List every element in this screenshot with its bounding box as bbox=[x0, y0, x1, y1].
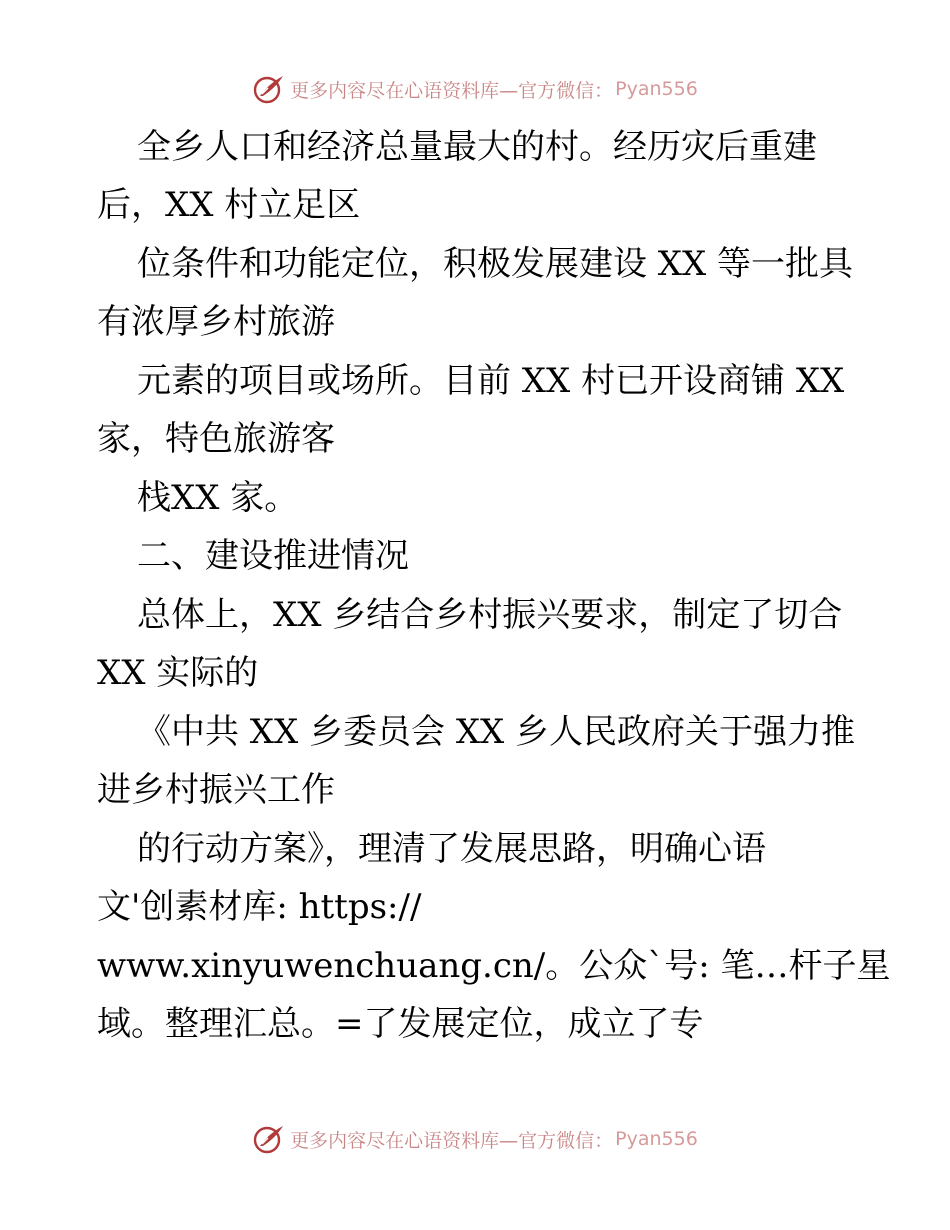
watermark-handle: Pyan556 bbox=[615, 1128, 698, 1150]
text-line: 全乡人口和经济总量最大的村。经历灾后重建 bbox=[137, 127, 817, 167]
text-line: 《中共 XX 乡委员会 XX 乡人民政府关于强力推 bbox=[137, 712, 856, 752]
watermark-text: 更多内容尽在心语资料库—官方微信： bbox=[290, 1129, 614, 1152]
text-line: www.xinyuwenchuang.cn/。公众`号: 笔…杆子星 bbox=[97, 946, 891, 986]
footer-watermark bbox=[0, 1122, 950, 1156]
text-line: XX 实际的 bbox=[97, 653, 259, 693]
text-line: 家，特色旅游客 bbox=[97, 419, 335, 459]
text-line: 文'创素材库: https:// bbox=[97, 887, 422, 927]
text-line: 栈XX 家。 bbox=[137, 478, 299, 518]
text-line: 总体上，XX 乡结合乡村振兴要求，制定了切合 bbox=[137, 595, 843, 635]
watermark-text: 更多内容尽在心语资料库—官方微信： bbox=[290, 79, 614, 102]
text-line: 进乡村振兴工作 bbox=[97, 770, 335, 810]
text-line: 的行动方案》，理清了发展思路，明确心语 bbox=[137, 829, 766, 869]
header-watermark bbox=[0, 72, 950, 106]
text-line: 有浓厚乡村旅游 bbox=[97, 302, 335, 342]
text-line: 位条件和功能定位，积极发展建设 XX 等一批具 bbox=[137, 244, 854, 284]
text-line: 域。整理汇总。=了发展定位，成立了专 bbox=[97, 1004, 704, 1044]
text-line: 后，XX 村立足区 bbox=[97, 185, 361, 225]
quill-logo-icon bbox=[252, 1122, 286, 1156]
watermark-handle: Pyan556 bbox=[615, 78, 698, 100]
text-line: 元素的项目或场所。目前 XX 村已开设商铺 XX bbox=[137, 361, 845, 401]
quill-logo-icon bbox=[252, 72, 286, 106]
section-heading: 二、建设推进情况 bbox=[137, 536, 409, 576]
